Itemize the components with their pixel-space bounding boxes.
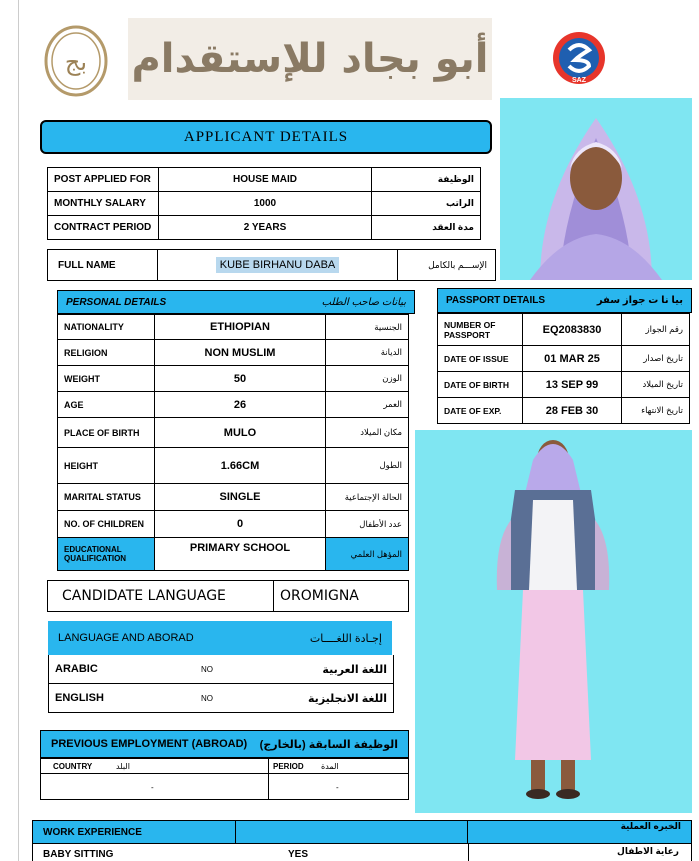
job-ar: مدة العقد	[372, 216, 481, 240]
pd-label: AGE	[58, 392, 155, 418]
personal-details-header	[57, 290, 415, 314]
company-seal-logo	[40, 22, 112, 100]
table-row	[48, 581, 409, 612]
language-value: NO	[195, 655, 287, 684]
divider	[268, 759, 269, 799]
job-label: POST APPLIED FOR	[48, 168, 159, 192]
pp-ar: تاريخ اصدار	[622, 346, 690, 372]
personal-details-title: PERSONAL DETAILS	[66, 296, 167, 308]
pp-value: 01 MAR 25	[523, 346, 622, 372]
language-table	[48, 655, 394, 713]
pd-label: NATIONALITY	[58, 315, 155, 340]
saz-logo-text: SAZ	[572, 77, 586, 84]
pp-ar: تاريخ الميلاد	[622, 372, 690, 398]
pp-value: 28 FEB 30	[523, 398, 622, 424]
pd-label: EDUCATIONAL QUALIFICATION	[58, 538, 155, 571]
country-value: -	[151, 783, 154, 792]
pd-ar: الطول	[326, 448, 409, 484]
personal-details-title-ar: بيانات صاحب الطلب	[321, 296, 406, 308]
previous-employment-box	[40, 758, 409, 800]
saz-logo	[545, 30, 613, 86]
candidate-language-label: CANDIDATE LANGUAGE	[48, 581, 274, 612]
pd-label: RELIGION	[58, 340, 155, 366]
pd-label: HEIGHT	[58, 448, 155, 484]
pp-label: DATE OF BIRTH	[438, 372, 523, 398]
pd-value: PRIMARY SCHOOL	[155, 538, 326, 571]
previous-employment-title-ar: الوظيفة السابقة (بالخارج)	[259, 738, 398, 751]
applicant-full-body-photo	[415, 430, 692, 813]
pd-value: 0	[155, 511, 326, 538]
applicant-portrait-photo	[500, 98, 692, 280]
table-row	[58, 340, 409, 366]
pd-ar: عدد الأطفال	[326, 511, 409, 538]
pp-ar: رقم الجواز	[622, 314, 690, 346]
full-name-row	[47, 249, 496, 281]
work-experience-label: BABY SITTING	[43, 849, 114, 860]
pd-ar: الوزن	[326, 366, 409, 392]
pd-label: PLACE OF BIRTH	[58, 418, 155, 448]
table-row	[48, 216, 481, 240]
full-name-ar: الإســـم بالكامل	[428, 259, 487, 270]
language-title-ar: إجـادة اللغــــات	[309, 632, 382, 645]
job-ar: الراتب	[372, 192, 481, 216]
pd-value: SINGLE	[155, 484, 326, 511]
period-ar: المدة	[321, 762, 339, 771]
passport-details-title: PASSPORT DETAILS	[446, 295, 546, 306]
job-value: 2 YEARS	[159, 216, 372, 240]
language-value: NO	[195, 684, 287, 713]
pd-value: 1.66CM	[155, 448, 326, 484]
pd-value: ETHIOPIAN	[155, 315, 326, 340]
passport-details-table	[437, 313, 690, 424]
pd-value: NON MUSLIM	[155, 340, 326, 366]
period-label: PERIOD	[273, 762, 304, 771]
pp-value: 13 SEP 99	[523, 372, 622, 398]
full-name-value-cell	[158, 250, 398, 280]
full-name-value: KUBE BIRHANU DABA	[216, 257, 340, 273]
table-row	[438, 314, 690, 346]
pp-value: EQ2083830	[523, 314, 622, 346]
work-experience-title-ar: الخبره العملية	[468, 821, 691, 843]
pd-label: NO. OF CHILDREN	[58, 511, 155, 538]
job-ar: الوظيفة	[372, 168, 481, 192]
pd-label: WEIGHT	[58, 366, 155, 392]
country-label: COUNTRY	[53, 762, 93, 771]
pd-ar: المؤهل العلمي	[326, 538, 409, 571]
pd-value: 50	[155, 366, 326, 392]
pp-ar: تاريخ الانتهاء	[622, 398, 690, 424]
table-row	[58, 538, 409, 571]
work-experience-value: YES	[288, 849, 309, 860]
pd-label: MARITAL STATUS	[58, 484, 155, 511]
work-experience-ar: رعاية الاطفال	[617, 846, 679, 856]
pp-label: DATE OF EXP.	[438, 398, 523, 424]
job-label: CONTRACT PERIOD	[48, 216, 159, 240]
passport-details-header	[437, 288, 692, 313]
language-ar: اللغة العربية	[287, 655, 394, 684]
passport-details-title-ar: بيا نا ت جواز سفر	[596, 295, 683, 306]
table-row	[58, 392, 409, 418]
table-row	[58, 418, 409, 448]
table-row	[58, 511, 409, 538]
language-header	[48, 621, 392, 655]
table-row	[32, 844, 692, 861]
pd-ar: الحالة الإجتماعية	[326, 484, 409, 511]
section-title: APPLICANT DETAILS	[40, 120, 492, 154]
table-row	[49, 684, 394, 713]
candidate-language-table	[47, 580, 409, 612]
pp-label: NUMBER OF PASSPORT	[438, 314, 523, 346]
pd-ar: مكان الميلاد	[326, 418, 409, 448]
work-experience-header-blank	[236, 821, 468, 843]
table-row	[58, 366, 409, 392]
candidate-language-value: OROMIGNA	[274, 581, 409, 612]
seal-text: بج	[64, 48, 88, 76]
work-experience-header	[32, 820, 692, 844]
previous-employment-header	[40, 730, 409, 758]
banner-text: أبو بجاد للإستقدام	[131, 36, 489, 82]
table-row	[438, 346, 690, 372]
language-label: ENGLISH	[49, 684, 196, 713]
table-row	[438, 398, 690, 424]
table-row	[48, 168, 481, 192]
pd-value: 26	[155, 392, 326, 418]
pp-label: DATE OF ISSUE	[438, 346, 523, 372]
personal-details-table	[57, 314, 409, 571]
table-row	[58, 315, 409, 340]
country-ar: البلد	[116, 762, 130, 771]
pd-value: MULO	[155, 418, 326, 448]
language-ar: اللغة الانجليزية	[287, 684, 394, 713]
divider	[41, 773, 408, 774]
job-value: HOUSE MAID	[159, 168, 372, 192]
table-row	[438, 372, 690, 398]
previous-employment-title: PREVIOUS EMPLOYMENT (ABROAD)	[51, 738, 248, 750]
table-row	[58, 484, 409, 511]
job-label: MONTHLY SALARY	[48, 192, 159, 216]
table-row	[58, 448, 409, 484]
job-value: 1000	[159, 192, 372, 216]
period-value: -	[336, 783, 339, 792]
work-experience-title: WORK EXPERIENCE	[33, 821, 236, 843]
pd-ar: الديانة	[326, 340, 409, 366]
language-title: LANGUAGE AND ABORAD	[58, 632, 194, 644]
full-name-label: FULL NAME	[48, 250, 158, 280]
job-table	[47, 167, 481, 240]
table-row	[48, 192, 481, 216]
divider	[468, 844, 469, 861]
pd-ar: العمر	[326, 392, 409, 418]
company-banner	[128, 18, 492, 100]
language-label: ARABIC	[49, 655, 196, 684]
pd-ar: الجنسية	[326, 315, 409, 340]
table-row	[49, 655, 394, 684]
